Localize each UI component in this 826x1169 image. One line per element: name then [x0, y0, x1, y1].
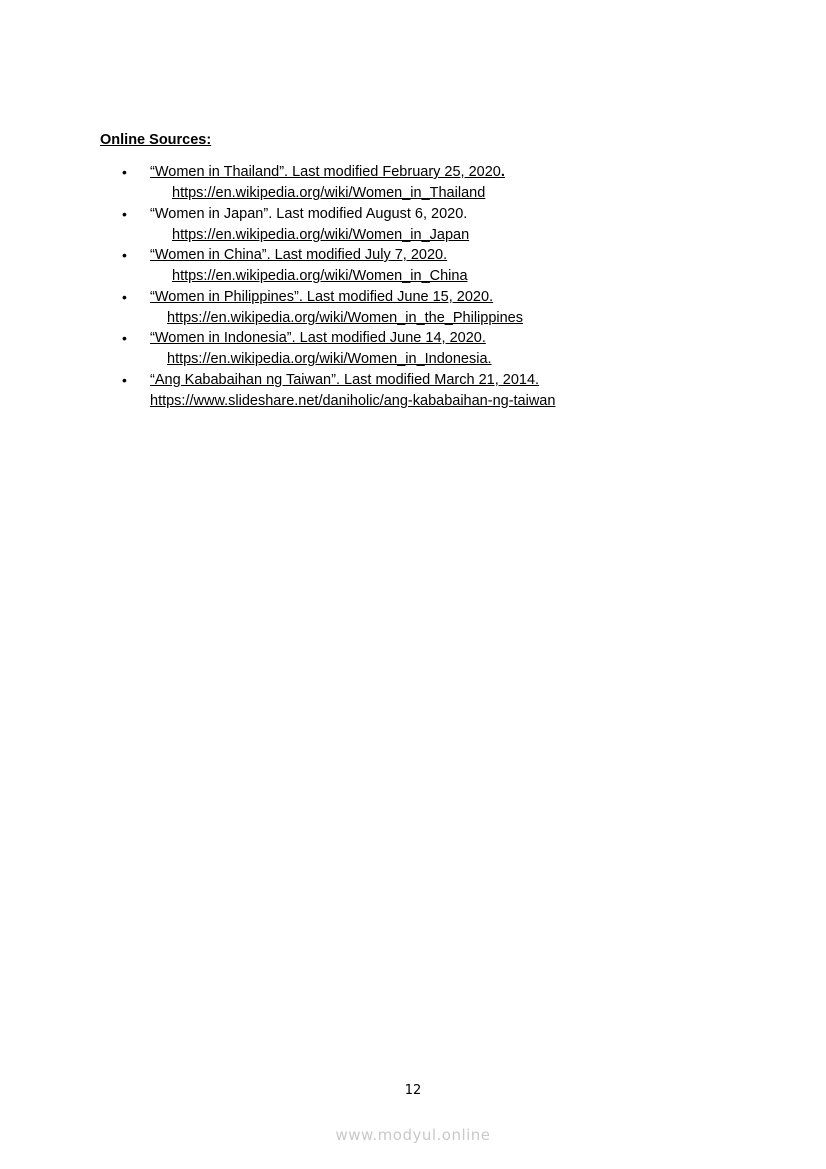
source-title[interactable]: “Women in China”. Last modified July 7, 2020. [150, 247, 448, 263]
source-url-link[interactable]: https://en.wikipedia.org/wiki/Women_in_China [172, 268, 468, 284]
source-url-link[interactable]: https://en.wikipedia.org/wiki/Women_in_Indonesia. [167, 351, 492, 367]
bullet-icon: • [122, 206, 127, 222]
page-number: 12 [404, 1083, 422, 1098]
source-title[interactable]: “Women in Indonesia”. Last modified June 14, 2020. [150, 330, 486, 346]
source-title[interactable]: “Women in Philippines”. Last modified June 15, 2020. [150, 289, 494, 305]
section-heading: Online Sources: [100, 132, 212, 148]
bullet-icon: • [122, 372, 127, 388]
source-title[interactable]: “Women in Thailand”. Last modified February 25, 2020. [150, 164, 505, 180]
watermark: www.modyul.online [335, 1126, 491, 1144]
bullet-icon: • [122, 330, 127, 346]
bullet-icon: • [122, 247, 127, 263]
source-url-link[interactable]: https://en.wikipedia.org/wiki/Women_in_Thailand [172, 185, 486, 201]
source-title: “Women in Japan”. Last modified August 6, 2020. [150, 206, 468, 222]
source-url-link[interactable]: https://en.wikipedia.org/wiki/Women_in_the_Philippines [167, 310, 523, 326]
source-title[interactable]: “Ang Kababaihan ng Taiwan”. Last modified March 21, 2014. [150, 372, 540, 388]
bullet-icon: • [122, 164, 127, 180]
source-url-link[interactable]: https://www.slideshare.net/daniholic/ang-kababaihan-ng-taiwan [150, 393, 556, 409]
bullet-icon: • [122, 289, 127, 305]
source-url-link[interactable]: https://en.wikipedia.org/wiki/Women_in_Japan [172, 227, 470, 243]
